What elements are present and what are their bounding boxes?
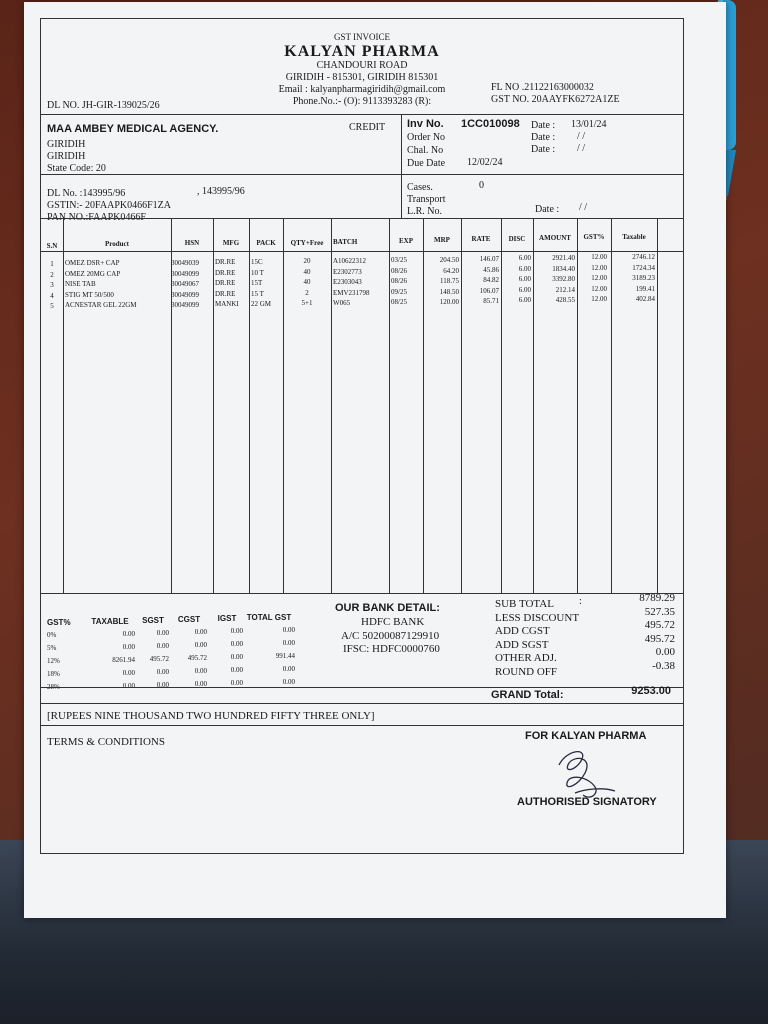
- col-header-pack: PACK: [256, 239, 276, 247]
- date4-label: Date :: [535, 204, 560, 215]
- col-header-exp: EXP: [399, 237, 413, 245]
- cell-qty: 20: [303, 257, 311, 265]
- inv-no-label: Inv No.: [407, 118, 444, 130]
- gst-header-igst: IGST: [217, 614, 237, 623]
- gst-cell-igst: 0.00: [230, 640, 243, 648]
- gst-cell-cgst: 0.00: [194, 628, 207, 636]
- authorised-signatory: AUTHORISED SIGNATORY: [517, 796, 657, 808]
- total-value: 527.35: [644, 605, 675, 618]
- company-email: Email : kalyanpharmagiridih@gmail.com: [278, 84, 446, 95]
- bank-name: HDFC BANK: [361, 616, 425, 628]
- cell-exp: 08/26: [391, 266, 407, 275]
- cell-mrp: 120.00: [439, 298, 459, 307]
- cell-product: NISE TAB: [65, 280, 96, 289]
- cell-pack: 15 T: [251, 289, 264, 298]
- seller-dl-no: DL NO. JH-GIR-139025/26: [47, 100, 160, 111]
- gst-cell-sgst: 0.00: [156, 642, 169, 650]
- cell-qty: 40: [303, 278, 311, 287]
- cell-rate: 146.07: [479, 255, 499, 263]
- gst-cell-total: 0.00: [282, 626, 295, 634]
- cell-amount: 3392.80: [552, 275, 575, 284]
- cell-mfg: DR.RE: [215, 258, 236, 266]
- cell-hsn: 30049099: [171, 269, 199, 278]
- gst-cell-igst: 0.00: [230, 679, 243, 687]
- signature-image: [545, 743, 625, 803]
- cell-product: OMEZ DSR+ CAP: [65, 259, 120, 267]
- gst-cell-cgst: 0.00: [194, 680, 207, 688]
- cell-amount: 428.55: [555, 296, 575, 305]
- cell-hsn: 30049099: [171, 290, 199, 299]
- cell-mfg: DR.RE: [215, 279, 236, 288]
- transport-label: Transport: [407, 194, 446, 205]
- date3: / /: [577, 143, 586, 154]
- total-label: SUB TOTAL: [495, 598, 554, 610]
- payment-mode: CREDIT: [349, 122, 386, 133]
- gst-cell-igst: 0.00: [230, 666, 243, 674]
- cell-mrp: 148.50: [439, 287, 459, 296]
- table-column-line: [423, 219, 424, 593]
- table-column-line: [389, 219, 390, 593]
- cell-hsn: 30049067: [171, 280, 199, 289]
- total-value: 0.00: [655, 646, 675, 658]
- gst-cell-total: 0.00: [282, 639, 295, 647]
- table-column-line: [461, 219, 462, 593]
- total-value: 495.72: [644, 619, 675, 631]
- col-header-disc: DISC: [508, 235, 526, 243]
- gst-cell-taxable: 0.00: [122, 643, 135, 651]
- total-label: OTHER ADJ.: [495, 652, 557, 664]
- table-column-line: [63, 219, 64, 593]
- cell-qty: 5+1: [301, 299, 313, 308]
- buyer-gstin: GSTIN:- 20FAAPK0466F1ZA: [47, 200, 171, 211]
- cell-exp: 08/25: [391, 298, 407, 307]
- cell-sn: 4: [50, 291, 54, 300]
- gst-header-rate: GST%: [47, 618, 71, 627]
- due-date: 12/02/24: [467, 157, 503, 168]
- cell-taxable: 1724.34: [632, 263, 655, 272]
- buyer-dl-no-2: , 143995/96: [197, 186, 245, 197]
- cell-gst: 12.00: [591, 253, 607, 261]
- total-value: 495.72: [644, 632, 675, 645]
- inv-no: 1CC010098: [461, 118, 520, 130]
- chal-no-label: Chal. No: [407, 145, 444, 156]
- cell-exp: 03/25: [391, 256, 407, 264]
- total-label: ROUND OFF: [495, 665, 558, 678]
- company-address1: CHANDOURI ROAD: [316, 60, 408, 71]
- subtotal-colon: :: [579, 596, 582, 607]
- gst-cell-cgst: 495.72: [187, 654, 207, 662]
- cell-product: STIG MT 50/500: [65, 290, 114, 299]
- gst-cell-cgst: 0.00: [194, 667, 207, 675]
- cell-rate: 84.82: [483, 276, 499, 285]
- due-date-label: Due Date: [407, 158, 446, 169]
- date3-label: Date :: [531, 144, 556, 155]
- col-header-mrp: MRP: [434, 236, 450, 244]
- col-header-batch: BATCH: [333, 238, 358, 246]
- total-value: -0.38: [652, 659, 675, 672]
- cell-rate: 106.07: [479, 286, 499, 295]
- gst-cell-rate: 18%: [47, 670, 60, 678]
- gst-cell-sgst: 495.72: [149, 655, 169, 663]
- cell-pack: 10 T: [251, 268, 264, 277]
- gst-cell-rate: 12%: [47, 657, 60, 665]
- cell-gst: 12.00: [591, 263, 607, 272]
- cell-exp: 08/26: [391, 277, 407, 286]
- col-header-amount: AMOUNT: [539, 234, 571, 242]
- gst-header-sgst: SGST: [142, 616, 164, 625]
- cell-mfg: DR.RE: [215, 289, 236, 298]
- gst-cell-rate: 0%: [47, 631, 57, 639]
- grand-total-value: 9253.00: [631, 685, 671, 697]
- seller-gst-no: GST NO. 20AAYFK6272A1ZE: [491, 94, 620, 105]
- company-address2: GIRIDIH - 815301, GIRIDIH 815301: [285, 72, 439, 83]
- col-header-gst: GST%: [583, 233, 605, 241]
- gst-cell-igst: 0.00: [230, 653, 243, 661]
- cell-qty: 40: [303, 267, 311, 276]
- col-header-product: Product: [105, 240, 129, 248]
- cell-mfg: DR.RE: [215, 268, 236, 277]
- company-name: KALYAN PHARMA: [284, 43, 440, 60]
- gst-cell-sgst: 0.00: [156, 681, 169, 689]
- cell-rate: 45.86: [483, 265, 499, 274]
- for-company: FOR KALYAN PHARMA: [525, 730, 647, 742]
- gst-cell-rate: 28%: [47, 683, 60, 691]
- cell-mfg: MANKI: [215, 300, 239, 309]
- cell-pack: 15T: [251, 279, 263, 288]
- cases-value: 0: [479, 180, 484, 191]
- cell-product: ACNESTAR GEL 22GM: [65, 301, 137, 310]
- gst-cell-sgst: 0.00: [156, 629, 169, 637]
- col-header-rate: RATE: [471, 235, 491, 243]
- cell-gst: 12.00: [591, 284, 607, 293]
- cell-rate: 85.71: [483, 297, 499, 306]
- cell-pack: 15C: [251, 258, 263, 266]
- cell-mrp: 118.75: [440, 277, 459, 286]
- buyer-city2: GIRIDIH: [47, 151, 86, 162]
- col-header-qty: QTY+Free: [290, 239, 324, 247]
- cell-gst: 12.00: [591, 274, 607, 283]
- cell-disc: 6.00: [518, 275, 531, 284]
- cell-amount: 1834.40: [552, 264, 575, 273]
- col-header-mfg: MFG: [222, 239, 240, 247]
- cell-hsn: 30049099: [171, 301, 199, 310]
- cell-sn: 3: [50, 281, 54, 290]
- table-column-line: [331, 219, 332, 593]
- buyer-name: MAA AMBEY MEDICAL AGENCY.: [47, 123, 219, 135]
- terms-conditions: TERMS & CONDITIONS: [47, 736, 165, 748]
- total-value: 8789.29: [639, 592, 675, 604]
- gst-cell-taxable: 0.00: [122, 682, 135, 690]
- cell-exp: 09/25: [391, 287, 407, 296]
- cell-disc: 6.00: [518, 264, 531, 273]
- gst-cell-taxable: 8261.94: [112, 656, 135, 664]
- date2-label: Date :: [531, 132, 556, 143]
- gst-header-total: TOTAL GST: [246, 613, 292, 622]
- col-header-taxable: Taxable: [622, 233, 646, 241]
- doc-title: GST INVOICE: [333, 32, 391, 42]
- buyer-state-code: State Code: 20: [47, 163, 106, 174]
- buyer-dl-no: DL No. :143995/96: [47, 188, 126, 199]
- cell-amount: 212.14: [555, 285, 575, 294]
- cell-mrp: 64.20: [443, 266, 459, 275]
- invoice-paper: [24, 2, 726, 918]
- lr-no-label: L.R. No.: [407, 206, 442, 217]
- cell-batch: A10622312: [333, 257, 367, 265]
- cell-amount: 2921.40: [552, 254, 575, 262]
- cell-pack: 22 GM: [251, 300, 272, 309]
- cell-gst: 12.00: [591, 295, 607, 304]
- bank-ifsc: IFSC: HDFC0000760: [343, 643, 440, 655]
- cell-sn: 1: [50, 260, 54, 268]
- col-header-hsn: HSN: [184, 239, 200, 247]
- amount-in-words: [RUPEES NINE THOUSAND TWO HUNDRED FIFTY THREE ONLY]: [47, 710, 375, 722]
- cell-disc: 6.00: [518, 296, 531, 305]
- date4: / /: [579, 202, 588, 213]
- cell-sn: 5: [50, 302, 54, 311]
- gst-cell-rate: 5%: [47, 644, 57, 652]
- seller-fl-no: FL NO .21122163000032: [491, 82, 594, 93]
- gst-header-taxable: TAXABLE: [91, 617, 129, 626]
- gst-cell-cgst: 0.00: [194, 641, 207, 649]
- col-header-sn: S.N: [46, 242, 58, 250]
- cell-batch: E2302773: [333, 267, 362, 276]
- buyer-pan: PAN NO.:FAAPK0466F: [47, 212, 146, 223]
- cell-disc: 6.00: [518, 254, 531, 262]
- cell-taxable: 3189.23: [632, 274, 655, 283]
- company-phone: Phone.No.:- (O): 9113393283 (R):: [292, 96, 432, 107]
- cell-batch: E2303043: [333, 278, 362, 287]
- bank-account: A/C 50200087129910: [341, 630, 440, 642]
- total-label: LESS DISCOUNT: [495, 611, 580, 624]
- gst-cell-taxable: 0.00: [122, 669, 135, 677]
- order-no-label: Order No: [407, 132, 446, 143]
- total-label: ADD SGST: [495, 638, 549, 651]
- gst-cell-taxable: 0.00: [122, 630, 135, 638]
- cell-hsn: 30049039: [171, 259, 199, 267]
- cell-sn: 2: [50, 270, 54, 279]
- invoice-border: [40, 18, 684, 854]
- bank-title: OUR BANK DETAIL:: [335, 602, 440, 614]
- gst-header-cgst: CGST: [177, 615, 201, 624]
- gst-cell-sgst: 0.00: [156, 668, 169, 676]
- cell-disc: 6.00: [518, 285, 531, 294]
- cases-label: Cases.: [407, 182, 433, 193]
- cell-batch: W065: [333, 299, 351, 308]
- table-column-line: [213, 219, 214, 593]
- buyer-city1: GIRIDIH: [47, 139, 86, 150]
- date2: / /: [577, 131, 586, 142]
- table-column-line: [533, 219, 534, 593]
- grand-total-label: GRAND Total:: [491, 689, 564, 701]
- table-column-line: [501, 219, 502, 593]
- gst-cell-total: 0.00: [282, 678, 295, 686]
- cell-taxable: 199.41: [635, 284, 655, 293]
- table-column-line: [249, 219, 250, 593]
- date1-label: Date :: [531, 120, 556, 131]
- cell-batch: EMV231798: [333, 288, 370, 297]
- cell-qty: 2: [305, 288, 309, 297]
- cell-taxable: 402.84: [635, 295, 655, 304]
- cell-taxable: 2746.12: [632, 253, 655, 261]
- date1: 13/01/24: [571, 119, 607, 130]
- cell-product: OMEZ 20MG CAP: [65, 269, 121, 278]
- gst-cell-total: 0.00: [282, 665, 295, 673]
- total-label: ADD CGST: [495, 625, 550, 637]
- gst-cell-total: 991.44: [275, 652, 295, 660]
- table-column-line: [657, 219, 658, 593]
- cell-mrp: 204.50: [439, 256, 459, 264]
- gst-cell-igst: 0.00: [230, 627, 243, 635]
